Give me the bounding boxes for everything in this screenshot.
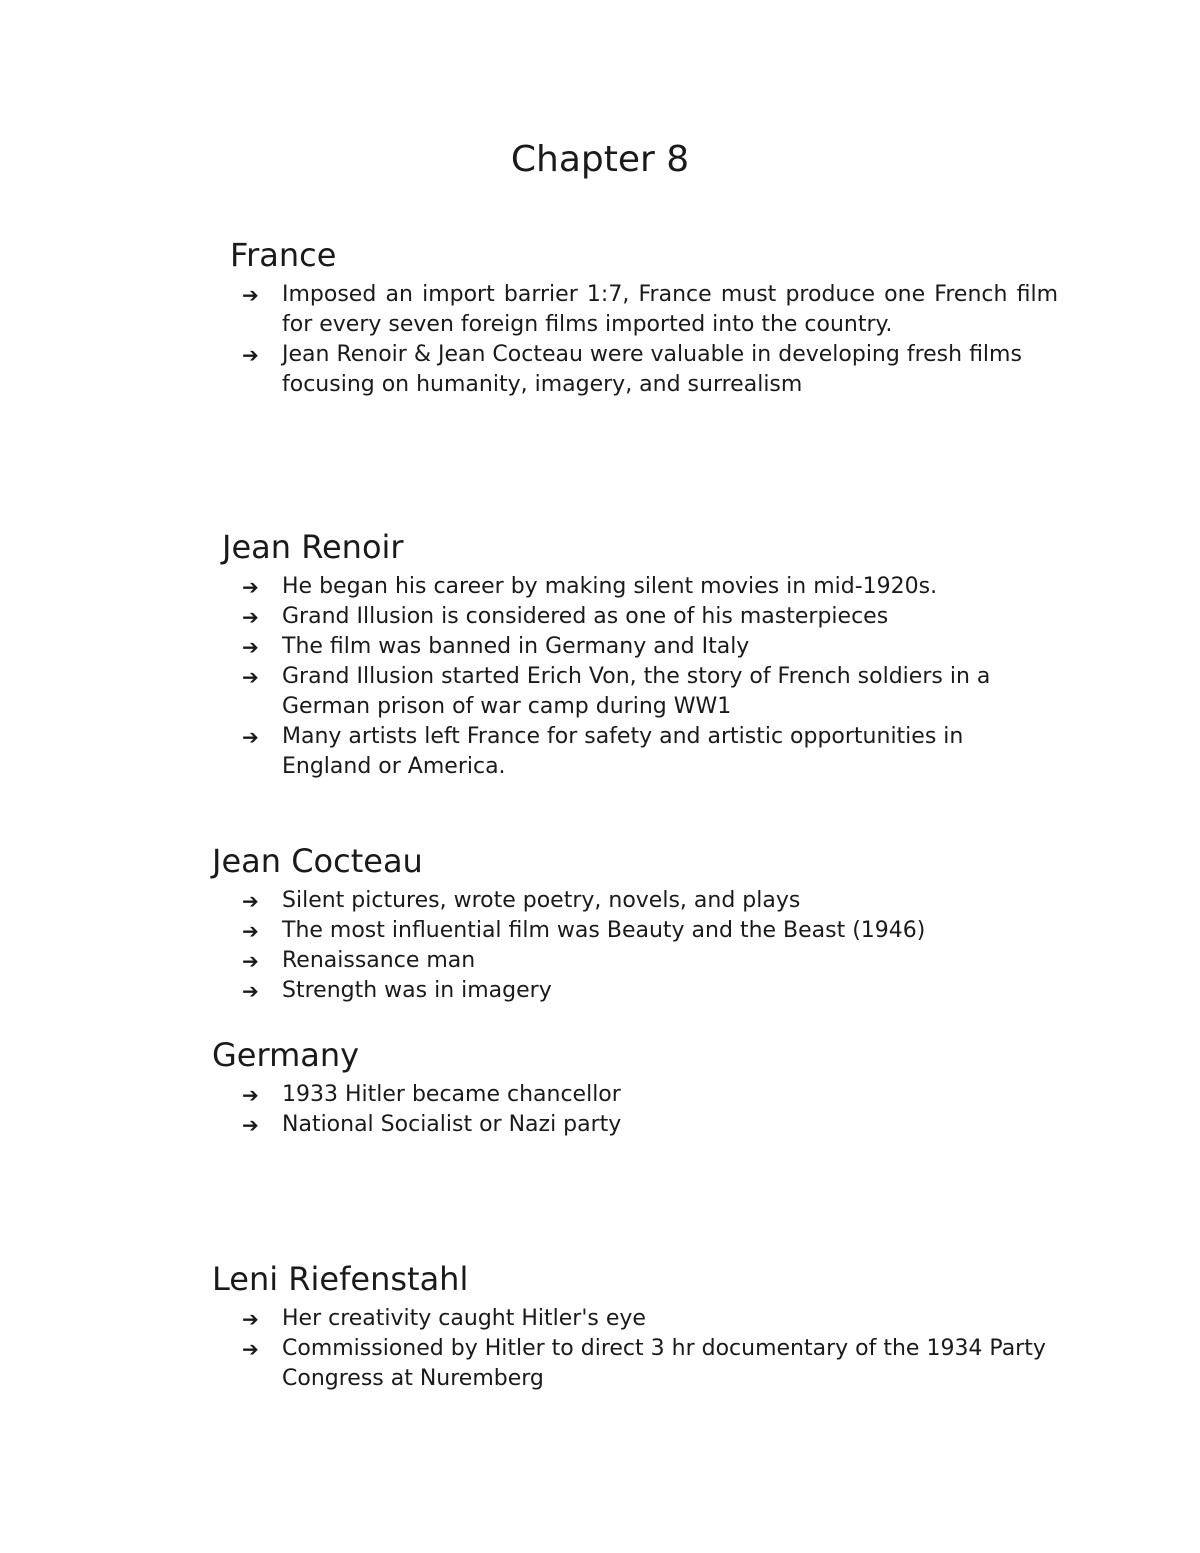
right-arrow-icon: ➔ — [242, 1083, 259, 1107]
list-item-text: Many artists left France for safety and artistic opportunities in England or America. — [282, 724, 964, 779]
right-arrow-icon: ➔ — [242, 949, 259, 973]
list-item-text: He began his career by making silent movies in mid-1920s. — [282, 574, 938, 599]
right-arrow-icon: ➔ — [242, 1337, 259, 1361]
list-item — [242, 632, 1082, 662]
section-heading-jean-renoir: Jean Renoir — [222, 528, 404, 566]
list-item — [242, 916, 1072, 946]
list-item — [242, 1110, 1072, 1140]
list-item-text: Jean Renoir & Jean Cocteau were valuable in developing fresh films focusing on humanity, imagery, and surrealism — [282, 342, 1022, 397]
right-arrow-icon: ➔ — [242, 635, 259, 659]
right-arrow-icon: ➔ — [242, 605, 259, 629]
section-leni-riefenstahl — [212, 1258, 1072, 1394]
right-arrow-icon: ➔ — [242, 575, 259, 599]
list-item-text: Silent pictures, wrote poetry, novels, and plays — [282, 888, 801, 913]
list-item — [242, 280, 1090, 340]
list-item — [242, 572, 1082, 602]
page-title: Chapter 8 — [510, 139, 690, 180]
list-item — [242, 1304, 1072, 1334]
right-arrow-icon: ➔ — [242, 1113, 259, 1137]
section-jean-renoir — [222, 526, 1082, 782]
list-item-text: Her creativity caught Hitler's eye — [282, 1306, 646, 1331]
list-item-text: Grand Illusion is considered as one of his masterpieces — [282, 604, 889, 629]
section-france — [230, 234, 1090, 400]
section-jean-cocteau — [212, 840, 1072, 1006]
bullet-list-france — [230, 280, 1090, 400]
section-heading-germany: Germany — [212, 1036, 360, 1074]
list-item-text: National Socialist or Nazi party — [282, 1112, 622, 1137]
right-arrow-icon: ➔ — [242, 283, 259, 307]
list-item-text: The film was banned in Germany and Italy — [282, 634, 750, 659]
list-item — [242, 976, 1072, 1006]
list-item — [242, 1334, 1072, 1394]
list-item — [242, 886, 1072, 916]
bullet-list-jean-renoir — [222, 572, 1082, 782]
right-arrow-icon: ➔ — [242, 919, 259, 943]
section-germany — [212, 1034, 1072, 1140]
list-item-text: Renaissance man — [282, 948, 476, 973]
list-item — [242, 340, 1090, 400]
list-item — [242, 1080, 1072, 1110]
right-arrow-icon: ➔ — [242, 1307, 259, 1331]
right-arrow-icon: ➔ — [242, 889, 259, 913]
right-arrow-icon: ➔ — [242, 979, 259, 1003]
list-item-text: Strength was in imagery — [282, 978, 552, 1003]
right-arrow-icon: ➔ — [242, 725, 259, 749]
section-heading-jean-cocteau: Jean Cocteau — [212, 842, 423, 880]
bullet-list-germany — [212, 1080, 1072, 1140]
list-item-text: The most influential film was Beauty and the Beast (1946) — [282, 918, 926, 943]
list-item-text: Grand Illusion started Erich Von, the story of French soldiers in a German prison of war camp during WW1 — [282, 664, 991, 719]
list-item — [242, 946, 1072, 976]
section-heading-leni-riefenstahl: Leni Riefenstahl — [212, 1260, 469, 1298]
right-arrow-icon: ➔ — [242, 343, 259, 367]
bullet-list-jean-cocteau — [212, 886, 1072, 1006]
right-arrow-icon: ➔ — [242, 665, 259, 689]
bullet-list-leni-riefenstahl — [212, 1304, 1072, 1394]
list-item — [242, 722, 1082, 782]
list-item-text: Commissioned by Hitler to direct 3 hr documentary of the 1934 Party Congress at Nuremberg — [282, 1336, 1046, 1391]
list-item-text: 1933 Hitler became chancellor — [282, 1082, 621, 1107]
list-item-text: Imposed an import barrier 1:7, France must produce one French film for every seven foreign films imported into the country. — [282, 282, 1058, 337]
list-item — [242, 602, 1082, 632]
section-heading-france: France — [230, 236, 337, 274]
list-item — [242, 662, 1082, 722]
